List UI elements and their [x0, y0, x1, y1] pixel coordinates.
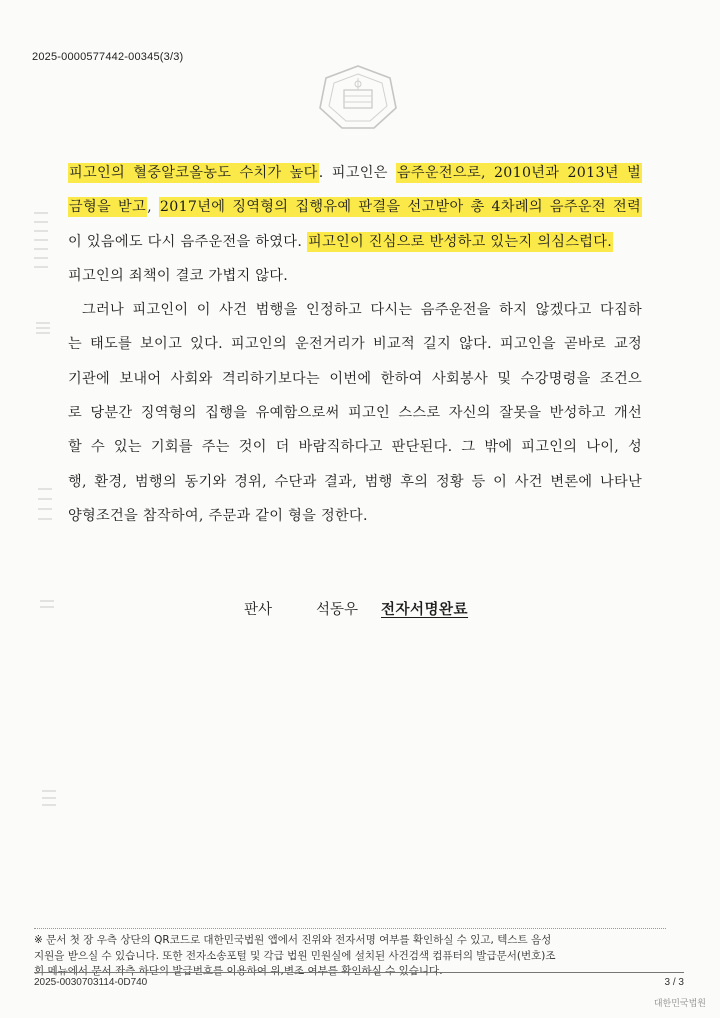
body-line: [68, 293, 642, 327]
scan-margin-mark: [42, 790, 56, 810]
footer-divider: [34, 972, 684, 973]
notice-line: 회 메뉴에서 문서 좌측 하단의 발급번호를 이용하여 위,변조 여부를 확인하실 수 있습니다.: [34, 965, 443, 977]
body-text-segment: 양형조건을 참작하여, 주문과 같이 형을 정한다.: [68, 507, 368, 524]
issue-number: 2025-0030703114-0D740: [34, 977, 148, 988]
body-text-segment: 그러나 피고인이 이 사건 범행을 인정하고 다시는 음주운전을 하지 않겠다고 다짐하: [82, 302, 642, 319]
body-line: [68, 499, 642, 533]
scan-margin-mark: [38, 488, 52, 526]
highlighted-text: 음주운전으로, 2010년과 2013년 벌: [396, 165, 641, 181]
body-text-segment: 기관에 보내어 사회와 격리하기보다는 이번에 한하여 사회봉사 및 수강명령을 조건으: [68, 370, 642, 387]
notice-line: 지원을 받으실 수 있습니다. 또한 전자소송포털 및 각급 법원 민원실에 설치된 사건검색 컴퓨터의 발급문서(번호)조: [34, 949, 556, 962]
document-number: 2025-0000577442-00345(3/3): [32, 51, 184, 63]
judge-name: 석동우: [316, 602, 359, 618]
highlighted-text: 2017년에 징역형의 집행유예 판결을 선고받아 총 4차례의 음주운전 전력: [159, 199, 641, 216]
body-text-segment: ,: [147, 199, 159, 216]
body-text-segment: 는 태도를 보이고 있다. 피고인의 운전거리가 비교적 길지 않다. 피고인을 곧바로 교정: [68, 336, 642, 353]
judge-title: 판사: [244, 602, 273, 618]
highlighted-text: 피고인의 혈중알코올농도 수치가 높다: [69, 165, 318, 181]
body-text-segment: . 피고인은: [318, 165, 396, 181]
body-line: [68, 225, 642, 259]
body-line: [68, 327, 642, 361]
body-text-segment: 할 수 있는 기회를 주는 것이 더 바람직하다고 판단된다. 그 밖에 피고인의 나이, 성: [68, 439, 642, 456]
court-name-mark: 대한민국법원: [653, 999, 706, 1009]
body-line: [68, 156, 642, 190]
highlighted-text: 금형을 받고: [69, 199, 147, 216]
highlighted-text: 피고인이 진심으로 반성하고 있는지 의심스럽다.: [307, 233, 613, 250]
e-signature-status: 전자서명완료: [381, 601, 469, 618]
body-line: [68, 396, 642, 430]
body-line: [68, 362, 642, 396]
body-text-segment: 행, 환경, 범행의 동기와 경위, 수단과 결과, 범행 후의 정황 등 이 사건 변론에 나타난: [68, 473, 642, 490]
page-indicator: 3 / 3: [664, 977, 684, 988]
scan-margin-mark: [36, 322, 50, 334]
court-seal-watermark: [318, 64, 398, 132]
judgment-body: [68, 156, 642, 533]
body-text-segment: 이 있음에도 다시 음주운전을 하였다.: [68, 233, 307, 250]
scan-margin-mark: [34, 212, 48, 272]
body-line: [68, 259, 642, 293]
body-text-segment: 로 당분간 징역형의 집행을 유예함으로써 피고인 스스로 자신의 잘못을 반성하고 개선: [68, 405, 642, 422]
body-line: [68, 190, 642, 224]
body-line: [68, 430, 642, 464]
notice-line: ※ 문서 첫 장 우측 상단의 QR코드로 대한민국법원 앱에서 진위와 전자서명 여부를 확인하실 수 있고, 텍스트 음성: [34, 934, 552, 946]
body-text-segment: 피고인의 죄책이 결코 가볍지 않다.: [68, 267, 289, 284]
scan-margin-mark: [40, 600, 54, 612]
body-line: [68, 465, 642, 499]
